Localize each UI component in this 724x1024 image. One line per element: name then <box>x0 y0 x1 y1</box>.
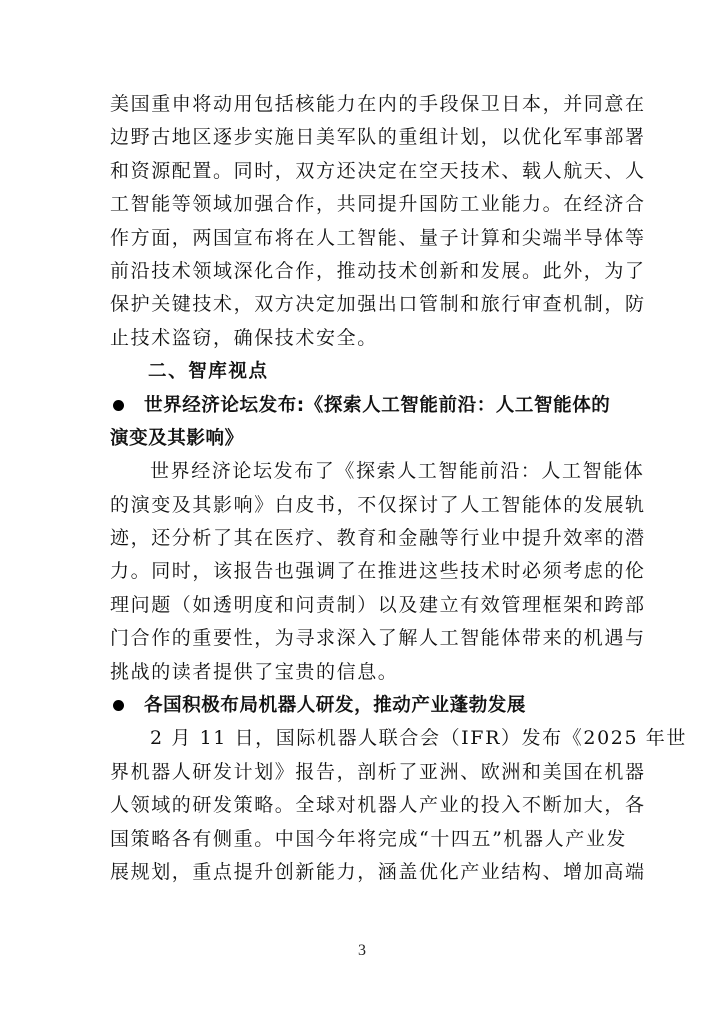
think-tank-item-wef <box>110 389 646 690</box>
think-tank-item-robotics <box>110 689 687 889</box>
text-line: 和资源配置。同时，双方还决定在空天技术、载人航天、人 <box>110 159 646 182</box>
bullet-icon <box>113 400 124 411</box>
item-heading <box>110 689 614 722</box>
text-line: 保护关键技术，双方决定加强出口管制和旅行审查机制，防 <box>110 293 646 316</box>
bullet-icon <box>113 700 124 711</box>
text-line: 前沿技术领域深化合作，推动技术创新和发展。此外，为了 <box>110 259 646 282</box>
text-line: 力。同时，该报告也强调了在推进这些技术时必须考虑的伦 <box>110 560 646 583</box>
document-page <box>110 88 687 889</box>
text-line: 止技术盗窃，确保技术安全。 <box>110 326 378 349</box>
page-number: 3 <box>358 942 366 959</box>
section-heading: 二、智库视点 <box>148 361 269 383</box>
text-line: 作方面，两国宣布将在人工智能、量子计算和尖端半导体等 <box>110 226 646 249</box>
item-heading-text: 各国积极布局机器人研发，推动产业蓬勃发展 <box>144 695 527 717</box>
text-line: 人领域的研发策略。全球对机器人产业的投入不断加大，各 <box>110 794 646 817</box>
text-line: 2 月 11 日，国际机器人联合会（IFR）发布《2025 年世 <box>150 727 687 750</box>
item-heading-continuation: 演变及其影响》 <box>110 427 244 449</box>
text-line: 国策略各有侧重。中国今年将完成“十四五”机器人产业发 <box>110 827 628 850</box>
text-line: 边野古地区逐步实施日美军队的重组计划，以优化军事部署 <box>110 126 646 149</box>
text-line: 工智能等领域加强合作，共同提升国防工业能力。在经济合 <box>110 193 646 216</box>
text-line: 界机器人研发计划》报告，剖析了亚洲、欧洲和美国在机器 <box>110 760 646 783</box>
text-line: 迹，还分析了其在医疗、教育和金融等行业中提升效率的潜 <box>110 527 646 550</box>
text-line: 门合作的重要性，为寻求深入了解人工智能体带来的机遇与 <box>110 627 646 650</box>
text-line: 美国重申将动用包括核能力在内的手段保卫日本，并同意在 <box>110 93 646 115</box>
text-line: 挑战的读者提供了宝贵的信息。 <box>110 660 399 683</box>
text-line: 理问题（如透明度和问责制）以及建立有效管理框架和跨部 <box>110 593 646 616</box>
text-line: 的演变及其影响》白皮书，不仅探讨了人工智能体的发展轨 <box>110 493 646 516</box>
text-line: 世界经济论坛发布了《探索人工智能前沿：人工智能体 <box>150 460 645 483</box>
intro-paragraph <box>110 88 646 355</box>
item-heading <box>110 389 614 422</box>
item-heading-text: 世界经济论坛发布:《探索人工智能前沿：人工智能体的 <box>144 394 611 416</box>
text-line: 展规划，重点提升创新能力，涵盖优化产业结构、增加高端 <box>110 860 646 883</box>
